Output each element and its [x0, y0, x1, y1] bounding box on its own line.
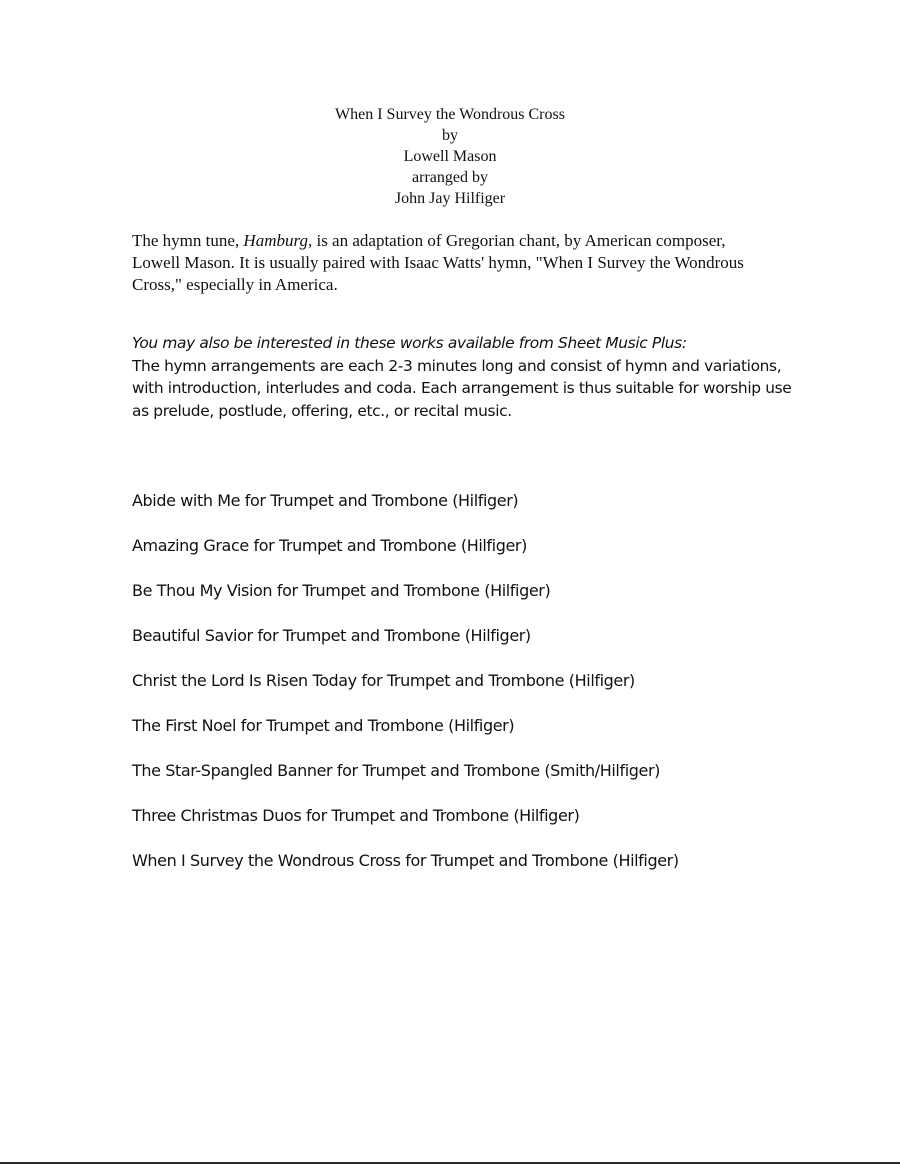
composer-name: Lowell Mason — [403, 148, 497, 165]
list-item: Three Christmas Duos for Trumpet and Trombone (Hilfiger) — [132, 806, 580, 825]
list-item: Christ the Lord Is Risen Today for Trumpet and Trombone (Hilfiger) — [132, 671, 635, 690]
promo-paragraph — [132, 332, 792, 422]
arranged-by-label: arranged by — [412, 169, 488, 186]
arranger-name: John Jay Hilfiger — [394, 190, 506, 207]
works-list — [132, 489, 812, 894]
title-block — [0, 104, 900, 209]
piece-title: When I Survey the Wondrous Cross — [335, 106, 565, 123]
intro-paragraph — [132, 230, 772, 296]
promo-lead: You may also be interested in these works available from Sheet Music Plus: — [132, 334, 687, 352]
tune-name: Hamburg — [243, 231, 308, 250]
list-item: Amazing Grace for Trumpet and Trombone (Hilfiger) — [132, 536, 527, 555]
list-item: The First Noel for Trumpet and Trombone (Hilfiger) — [132, 716, 515, 735]
list-item: Beautiful Savior for Trumpet and Trombone (Hilfiger) — [132, 626, 531, 645]
by-label: by — [442, 127, 458, 144]
promo-body: The hymn arrangements are each 2-3 minutes long and consist of hymn and variations, with introduction, interludes and coda. Each arrangement is thus suitable for worship use as prelude, postlude, offering, etc., or recital music. — [132, 356, 792, 420]
list-item: Abide with Me for Trumpet and Trombone (Hilfiger) — [132, 491, 519, 510]
list-item: When I Survey the Wondrous Cross for Trumpet and Trombone (Hilfiger) — [132, 851, 679, 870]
list-item: The Star-Spangled Banner for Trumpet and Trombone (Smith/Hilfiger) — [132, 761, 660, 780]
intro-text-start: The hymn tune, — [132, 231, 244, 250]
list-item: Be Thou My Vision for Trumpet and Trombone (Hilfiger) — [132, 581, 551, 600]
intro-text-end: , is an adaptation of Gregorian chant, by American composer, Lowell Mason. It is usually paired with Isaac Watts' hymn, "When I Survey the Wondrous Cross," especially in America. — [132, 231, 744, 294]
